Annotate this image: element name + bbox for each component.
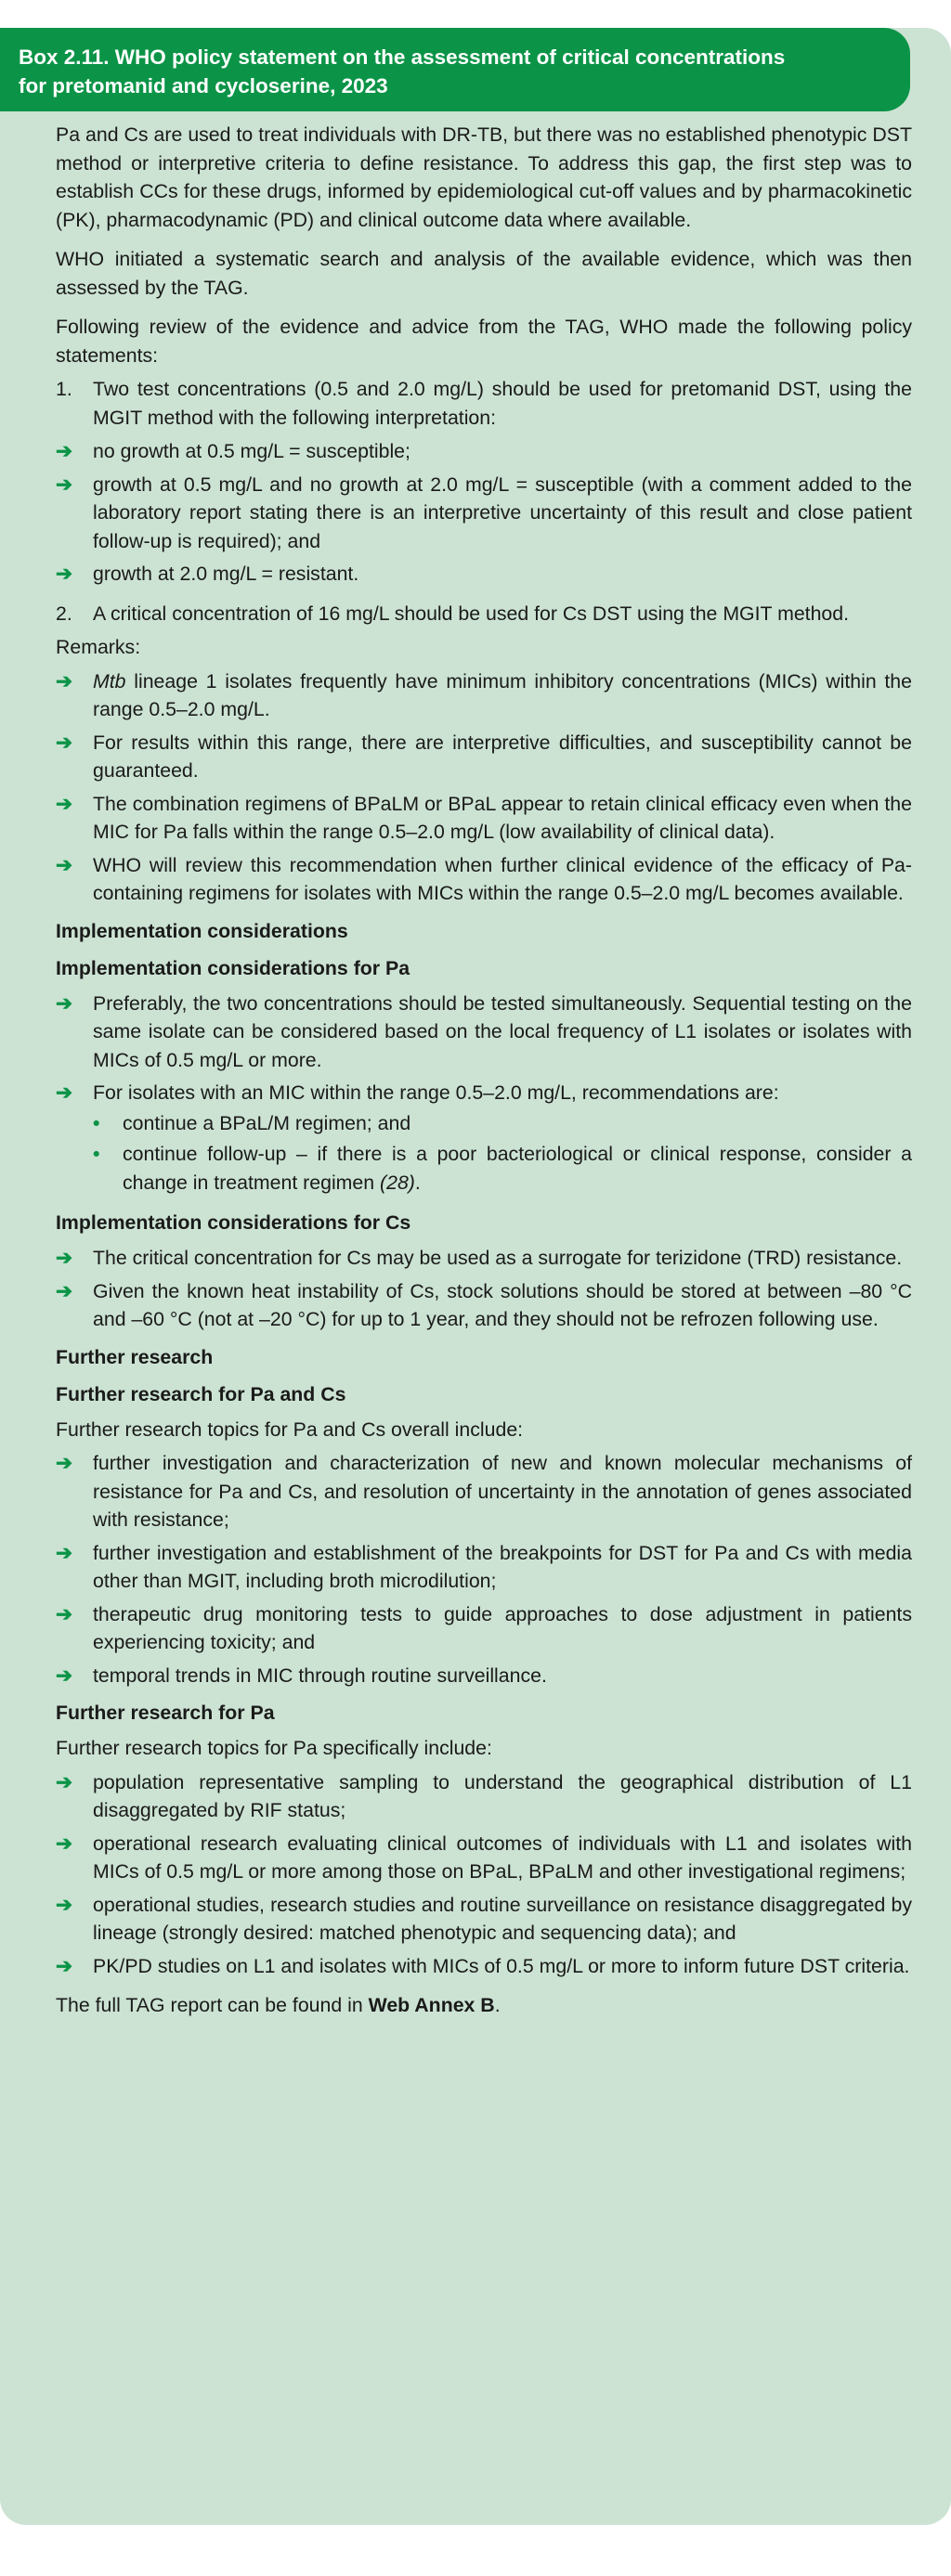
box-title-line2: for pretomanid and cycloserine, 2023: [19, 74, 388, 97]
footer-note: The full TAG report can be found in Web Annex B.: [56, 1994, 501, 2016]
list-item: ➔ therapeutic drug monitoring tests to guide approaches to dose adjustment in patients experiencing toxicity; and: [56, 1600, 912, 1657]
box-title-line1: Box 2.11. WHO policy statement on the assessment of critical concentrations: [19, 45, 786, 69]
list-item: ➔ The critical concentration for Cs may be used as a surrogate for terizidone (TRD) resistance.: [56, 1244, 912, 1273]
arrow-icon: ➔: [56, 1663, 72, 1687]
box-content: [56, 121, 912, 2031]
list-item: ➔ Given the known heat instability of Cs, stock solutions should be stored at between –80 °C and –60 °C (not at –20 °C) for up to 1 year, and they should not be refrozen following use.: [56, 1277, 912, 1334]
arrow-icon: ➔: [56, 1602, 72, 1625]
statement-number: 1.: [56, 378, 72, 400]
arrow-icon: ➔: [56, 853, 72, 876]
list-item: ➔ operational research evaluating clinical outcomes of individuals with L1 and isolates with MICs of 0.5 mg/L or more among those on BPaL, BPaLM and other investigational regimens;: [56, 1830, 912, 1886]
statement-1-bullets: [56, 437, 912, 589]
research-intro: Further research topics for Pa specifically include:: [56, 1737, 492, 1759]
remarks-label: Remarks:: [56, 636, 141, 658]
bullet-dot-icon: •: [93, 1143, 100, 1165]
sub-bullets: [93, 1109, 912, 1197]
implementation-cs-bullets: [56, 1244, 912, 1334]
list-item: ➔ WHO will review this recommendation when further clinical evidence of the efficacy of Pa-containing regimens for isolates with MICs within the range 0.5–2.0 mg/L becomes available.: [56, 851, 912, 908]
arrow-icon: ➔: [56, 472, 72, 496]
reference: (28): [380, 1171, 415, 1194]
list-item: ➔ no growth at 0.5 mg/L = susceptible;: [56, 437, 912, 466]
intro-paragraph: Following review of the evidence and advice from the TAG, WHO made the following policy statements:: [56, 316, 912, 367]
statement-text: A critical concentration of 16 mg/L should be used for Cs DST using the MGIT method.: [93, 602, 850, 625]
subsection-heading: Further research for Pa and Cs: [56, 1382, 346, 1405]
web-annex-link[interactable]: Web Annex B: [368, 1994, 495, 2016]
subsection-heading: Implementation considerations for Cs: [56, 1211, 411, 1234]
organism-name: Mtb: [93, 669, 126, 693]
research-pacs-bullets: [56, 1449, 912, 1689]
list-item: ➔ Preferably, the two concentrations should be tested simultaneously. Sequential testing on the same isolate can be considered based on the local frequency of L1 isolates or isolates with MICs of 0.5 mg/L or more.: [56, 990, 912, 1075]
list-item: ➔ operational studies, research studies and routine surveillance on resistance disaggregated by lineage (strongly desired: matched phenotypic and sequencing data); and: [56, 1891, 912, 1948]
arrow-icon: ➔: [56, 731, 72, 754]
arrow-icon: ➔: [56, 1770, 72, 1793]
intro-paragraph: WHO initiated a systematic search and analysis of the available evidence, which was then assessed by the TAG.: [56, 248, 912, 299]
arrow-icon: ➔: [56, 1893, 72, 1916]
arrow-icon: ➔: [56, 563, 72, 585]
arrow-icon: ➔: [56, 792, 72, 815]
subsection-heading: Implementation considerations for Pa: [56, 956, 410, 979]
arrow-icon: ➔: [56, 1279, 72, 1302]
arrow-icon: ➔: [56, 440, 72, 462]
list-item: ➔ temporal trends in MIC through routine surveillance.: [56, 1662, 912, 1690]
arrow-icon: ➔: [56, 1832, 72, 1855]
research-intro: Further research topics for Pa and Cs overall include:: [56, 1417, 524, 1441]
list-item: ➔ further investigation and characterization of new and known molecular mechanisms of resistance for Pa and Cs, and resolution of uncertainty in the annotation of genes associated with resistance;: [56, 1449, 912, 1534]
list-item: ➔ further investigation and establishment of the breakpoints for DST for Pa and Cs with media other than MGIT, including broth microdilution;: [56, 1539, 912, 1596]
arrow-icon: ➔: [56, 1452, 72, 1474]
arrow-icon: ➔: [56, 991, 72, 1015]
section-heading: Further research: [56, 1345, 214, 1368]
list-item: ➔ For isolates with an MIC within the range 0.5–2.0 mg/L, recommendations are: • continue a BPaL/M regimen; and • continue follow-up – if there is a poor bacteriological or clinical response, consider a change in treatment regimen (28).: [56, 1079, 912, 1199]
policy-box: [0, 28, 951, 2525]
list-item: • continue follow-up – if there is a poor bacteriological or clinical response, consider a change in treatment regimen (28).: [93, 1140, 912, 1197]
arrow-icon: ➔: [56, 1081, 72, 1104]
bullet-dot-icon: •: [93, 1111, 100, 1134]
subsection-heading: Further research for Pa: [56, 1702, 275, 1724]
implementation-pa-bullets: [56, 990, 912, 1200]
list-item: ➔ growth at 0.5 mg/L and no growth at 2.0 mg/L = susceptible (with a comment added to the laboratory report stating there is an interpretive uncertainty of this result and close patient follow-up is required); and: [56, 471, 912, 556]
list-item: ➔ PK/PD studies on L1 and isolates with MICs of 0.5 mg/L or more to inform future DST criteria.: [56, 1952, 912, 1981]
arrow-icon: ➔: [56, 1541, 72, 1564]
section-heading: Implementation considerations: [56, 919, 348, 942]
arrow-icon: ➔: [56, 1954, 72, 1977]
list-item: • continue a BPaL/M regimen; and: [93, 1109, 912, 1138]
intro-paragraph: Pa and Cs are used to treat individuals with DR-TB, but there was no established phenotypic DST method or interpretive criteria to define resistance. To address this gap, the first step was to establish CCs for these drugs, informed by epidemiological cut-off values and by pharmacokinetic (PK), pharmacodynamic (PD) and clinical outcome data where available.: [56, 123, 912, 231]
arrow-icon: ➔: [56, 1247, 72, 1269]
list-item: ➔ growth at 2.0 mg/L = resistant.: [56, 560, 912, 589]
list-item: ➔ Mtb lineage 1 isolates frequently have minimum inhibitory concentrations (MICs) within the range 0.5–2.0 mg/L.: [56, 667, 912, 724]
box-title: [0, 28, 910, 111]
arrow-icon: ➔: [56, 669, 72, 693]
research-pa-bullets: [56, 1768, 912, 1981]
statement-number: 2.: [56, 602, 72, 625]
statement-text: Two test concentrations (0.5 and 2.0 mg/L) should be used for pretomanid DST, using the MGIT method with the following interpretation:: [93, 378, 912, 429]
list-item: ➔ population representative sampling to understand the geographical distribution of L1 disaggregated by RIF status;: [56, 1768, 912, 1825]
policy-statement-1: [56, 375, 912, 432]
list-item: ➔ For results within this range, there are interpretive difficulties, and susceptibility cannot be guaranteed.: [56, 729, 912, 785]
list-item: ➔ The combination regimens of BPaLM or BPaL appear to retain clinical efficacy even when the MIC for Pa falls within the range 0.5–2.0 mg/L (low availability of clinical data).: [56, 790, 912, 847]
policy-statement-2: [56, 600, 912, 628]
remarks-bullets: [56, 667, 912, 908]
